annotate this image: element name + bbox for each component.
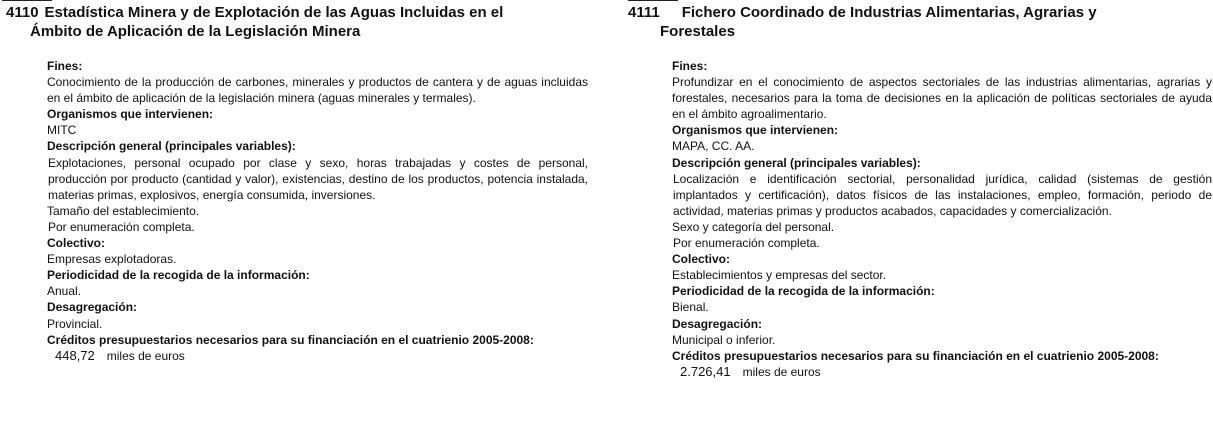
creditos-label: Créditos presupuestarios necesarios para su financiación en el cuatrienio 2005-2008:: [672, 348, 1159, 363]
creditos-unit: miles de euros: [106, 348, 185, 363]
organismos-text: MITC: [47, 123, 77, 138]
colectivo-text: Empresas explotadoras.: [47, 252, 177, 267]
creditos-amount: [672, 364, 1212, 380]
fines-label: Fines:: [672, 59, 708, 73]
colectivo-text: Establecimientos y empresas del sector.: [672, 268, 887, 283]
creditos-value: 2.726,41: [680, 363, 731, 379]
organismos-text: MAPA, CC. AA.: [672, 139, 755, 154]
descripcion-extra-2: Por enumeración completa.: [673, 236, 820, 251]
creditos-unit: miles de euros: [742, 364, 821, 379]
colectivo-label: Colectivo:: [47, 236, 106, 251]
descripcion-text: Explotaciones, personal ocupado por clase y sexo, horas trabajadas y costes de personal, producción por producto (cantidad y valor), existencias, destino de los productos, potencia instalada, materias primas, explosivos, energía consumida, inversiones.: [48, 155, 588, 202]
desagregacion-label: Desagregación:: [672, 316, 763, 331]
entry-body: [47, 58, 588, 364]
desagregacion-label: Desagregación:: [47, 300, 138, 315]
entry-heading: [628, 3, 1208, 41]
descripcion-extra-1: Tamaño del establecimiento.: [47, 203, 200, 218]
top-rule: [2, 0, 52, 1]
descripcion-extra-1: Sexo y categoría del personal.: [672, 219, 835, 234]
entry-number: 4111: [628, 4, 660, 21]
entry-title-line2: Ámbito de Aplicación de la Legislación Minera: [30, 23, 361, 40]
descripcion-label: Descripción general (principales variables):: [47, 139, 296, 154]
descripcion-label: Descripción general (principales variables):: [672, 155, 921, 170]
creditos-amount: [47, 348, 588, 364]
entry-title-line2: Forestales: [660, 23, 736, 40]
periodicidad-label: Periodicidad de la recogida de la información:: [47, 268, 310, 283]
fines-text: Conocimiento de la producción de carbones, minerales y productos de cantera y de aguas incluidas en el ámbito de aplicación de la legislación minera (aguas minerales y termales).: [47, 75, 588, 106]
creditos-label: Créditos presupuestarios necesarios para su financiación en el cuatrienio 2005-2008:: [47, 332, 534, 347]
periodicidad-text: Anual.: [47, 284, 82, 299]
entry-heading: [6, 3, 586, 41]
entry-number: 4110: [6, 4, 39, 21]
colectivo-label: Colectivo:: [672, 252, 731, 267]
creditos-value: 448,72: [55, 347, 95, 363]
organismos-label: Organismos que intervienen:: [672, 123, 839, 138]
top-rule: [628, 0, 678, 1]
desagregacion-text: Provincial.: [47, 316, 103, 331]
entry-title-line1: Fichero Coordinado de Industrias Alimentarias, Agrarias y: [681, 4, 1097, 21]
fines-text: Profundizar en el conocimiento de aspectos sectoriales de las industrias alimentarias, agrarias y forestales, necesarios para la toma de decisiones en la aplicación de políticas sectoriales de ayuda en el ámbito agroalimentario.: [672, 75, 1212, 122]
periodicidad-text: Bienal.: [672, 300, 709, 315]
periodicidad-label: Periodicidad de la recogida de la información:: [672, 284, 935, 299]
organismos-label: Organismos que intervienen:: [47, 107, 214, 122]
fines-label: Fines:: [47, 59, 83, 73]
descripcion-extra-2: Por enumeración completa.: [48, 219, 195, 234]
entry-body: [672, 58, 1212, 380]
desagregacion-text: Municipal o inferior.: [672, 332, 776, 347]
entry-title-line1: Estadística Minera y de Explotación de las Aguas Incluidas en el: [44, 4, 504, 21]
descripcion-text: Localización e identificación sectorial, personalidad jurídica, calidad (sistemas de gestión implantados y certificación), datos físicos de las instalaciones, empleo, formación, periodo de actividad, materias primas y productos acabados, capacidades y comercialización.: [673, 171, 1212, 218]
